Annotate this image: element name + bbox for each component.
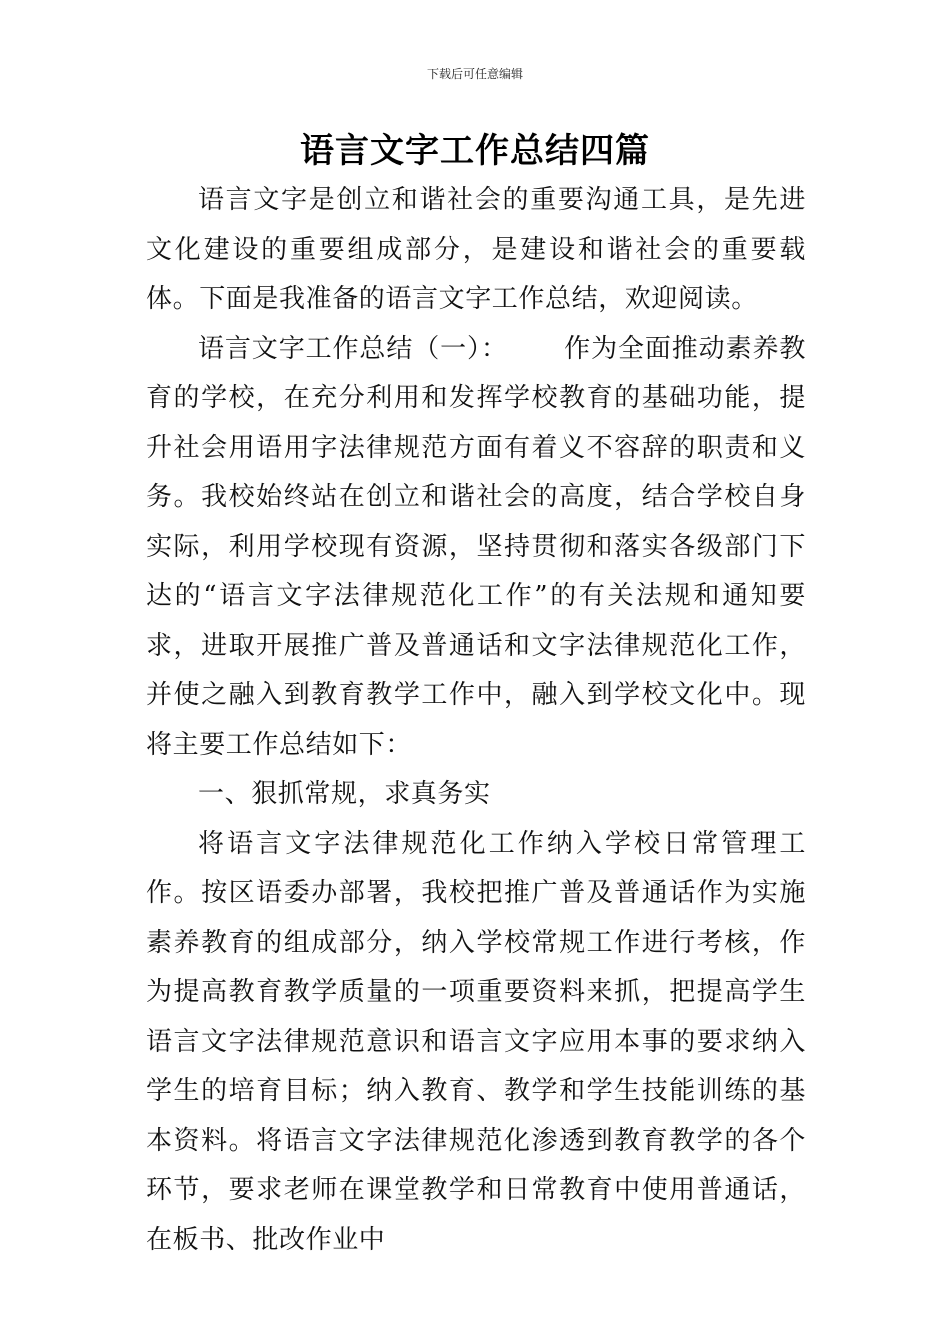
document-title: 语言文字工作总结四篇 [300, 131, 650, 171]
section-one-paragraph [146, 325, 806, 771]
header-note: 下载后可任意编辑 [426, 67, 523, 81]
document-body [146, 176, 806, 1265]
section-one-text: 作为全面推动素养教育的学校，在充分利用和发挥学校教育的基础功能，提升社会用语用字法律规范方面有着义不容辞的职责和义务。我校始终站在创立和谐社会的高度，结合学校自身实际，利用学校现有资源，坚持贯彻和落实各级部门下达的“语言文字法律规范化工作”的有关法规和通知要求，进取开展推广普及普通话和文字法律规范化工作，并使之融入到教育教学工作中，融入到学校文化中。现将主要工作总结如下： [146, 333, 806, 760]
paragraph-two: 将语言文字法律规范化工作纳入学校日常管理工作。按区语委办部署，我校把推广普及普通话作为实施素养教育的组成部分，纳入学校常规工作进行考核，作为提高教育教学质量的一项重要资料来抓，把提高学生语言文字法律规范意识和语言文字应用本事的要求纳入学生的培育目标；纳入教育、教学和学生技能训练的基本资料。将语言文字法律规范化渗透到教育教学的各个环节，要求老师在课堂教学和日常教育中使用普通话，在板书、批改作业中 [146, 828, 806, 1255]
section-one-label: 语言文字工作总结（一）： [198, 333, 508, 364]
intro-paragraph: 语言文字是创立和谐社会的重要沟通工具，是先进文化建设的重要组成部分，是建设和谐社会的重要载体。下面是我准备的语言文字工作总结，欢迎阅读。 [146, 185, 806, 314]
section-heading-one: 一、狠抓常规，求真务实 [198, 779, 491, 809]
